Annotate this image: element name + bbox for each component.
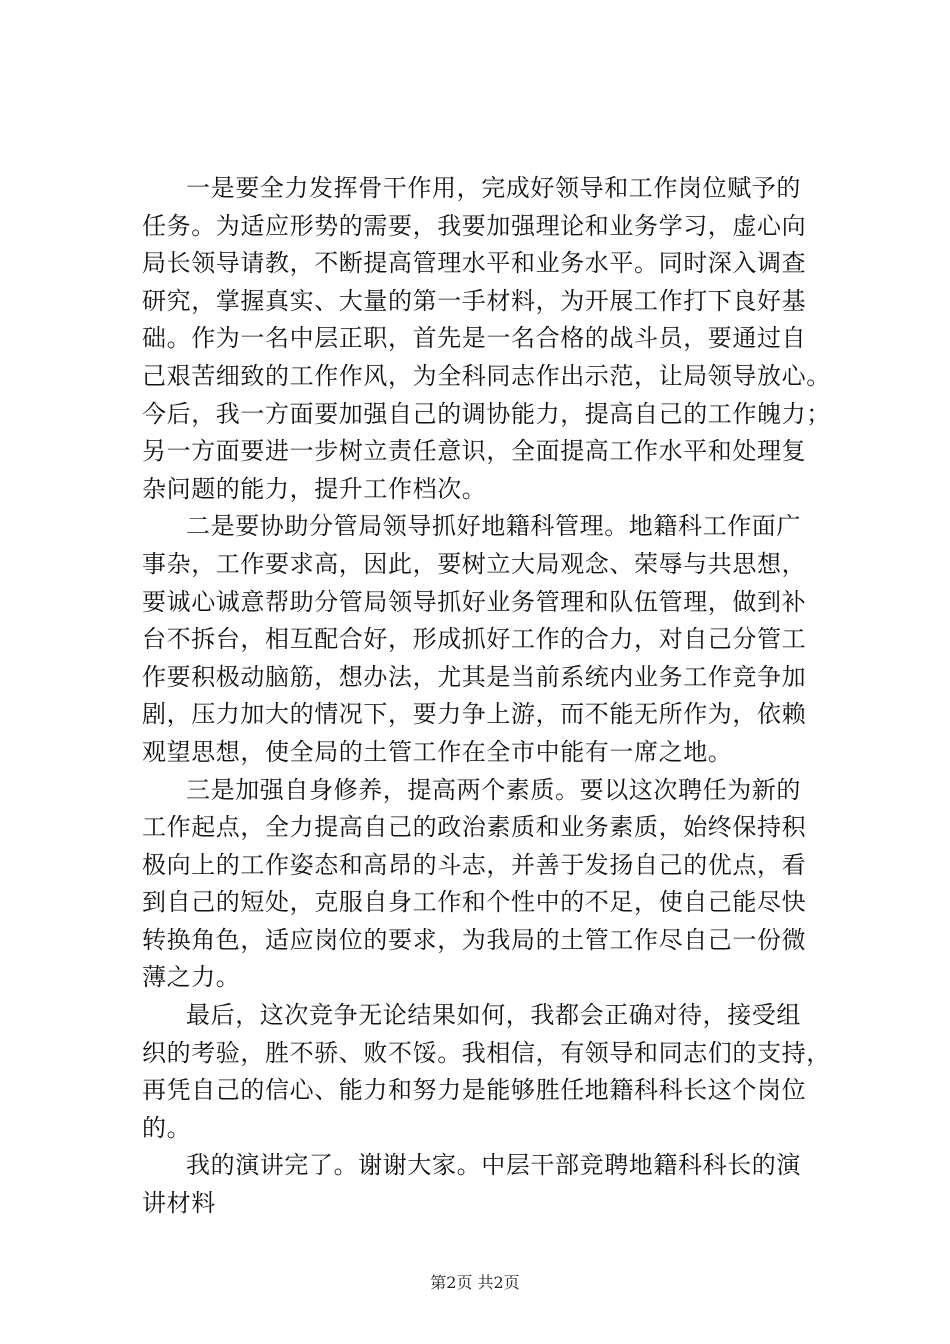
paragraph-3-line-2: 工作起点，全力提高自己的政治素质和业务素质，始终保持积 [142, 813, 807, 842]
paragraph-4-line-1: 最后，这次竞争无论结果如何，我都会正确对待，接受组 [186, 1001, 801, 1030]
paragraph-1-line-6: 己艰苦细致的工作作风，为全科同志作出示范，让局领导放心。 [142, 361, 831, 390]
paragraph-3-line-5: 转换角色，适应岗位的要求，为我局的土管工作尽自己一份微 [142, 925, 807, 954]
paragraph-1-line-4: 研究，掌握真实、大量的第一手材料，为开展工作打下良好基 [142, 286, 807, 315]
paragraph-2-line-1: 二是要协助分管局领导抓好地籍科管理。地籍科工作面广 [186, 512, 801, 541]
paragraph-2-line-3: 要诚心诚意帮助分管局领导抓好业务管理和队伍管理，做到补 [142, 587, 807, 616]
paragraph-4-line-3: 再凭自己的信心、能力和努力是能够胜任地籍科科长这个岗位 [142, 1076, 807, 1105]
paragraph-3-line-3: 极向上的工作姿态和高昂的斗志，并善于发扬自己的优点，看 [142, 850, 807, 879]
paragraph-2-line-4: 台不拆台，相互配合好，形成抓好工作的合力，对自己分管工 [142, 625, 807, 654]
page-number-footer: 第2页 共2页 [430, 1273, 520, 1292]
paragraph-5-line-2: 讲材料 [142, 1189, 216, 1218]
paragraph-3-line-4: 到自己的短处，克服自身工作和个性中的不足，使自己能尽快 [142, 888, 807, 917]
paragraph-2-line-6: 剧，压力加大的情况下，要力争上游，而不能无所作为，依赖 [142, 700, 807, 729]
document-body [142, 170, 831, 1223]
paragraph-1-line-9: 杂问题的能力，提升工作档次。 [142, 474, 487, 503]
paragraph-4-line-2: 织的考验，胜不骄、败不馁。我相信，有领导和同志们的支持， [142, 1038, 831, 1067]
paragraph-5-line-1: 我的演讲完了。谢谢大家。中层干部竞聘地籍科科长的演 [186, 1151, 801, 1180]
paragraph-1-line-7: 今后，我一方面要加强自己的调协能力，提高自己的工作魄力； [142, 399, 831, 428]
paragraph-2-line-5: 作要积极动脑筋，想办法，尤其是当前系统内业务工作竞争加 [142, 662, 807, 691]
paragraph-1-line-5: 础。作为一名中层正职，首先是一名合格的战斗员，要通过自 [142, 324, 807, 353]
paragraph-3-line-6: 薄之力。 [142, 963, 241, 992]
paragraph-3-line-1: 三是加强自身修养，提高两个素质。要以这次聘任为新的 [186, 775, 801, 804]
paragraph-2-line-2: 事杂，工作要求高，因此，要树立大局观念、荣辱与共思想， [142, 549, 807, 578]
paragraph-1-line-8: 另一方面要进一步树立责任意识，全面提高工作水平和处理复 [142, 437, 807, 466]
paragraph-4-line-4: 的。 [142, 1113, 192, 1142]
paragraph-1-line-1: 一是要全力发挥骨干作用，完成好领导和工作岗位赋予的 [186, 174, 801, 202]
paragraph-1-line-2: 任务。为适应形势的需要，我要加强理论和业务学习，虚心向 [142, 211, 807, 240]
paragraph-1-line-3: 局长领导请教，不断提高管理水平和业务水平。同时深入调查 [142, 249, 807, 278]
paragraph-2-line-7: 观望思想，使全局的土管工作在全市中能有一席之地。 [142, 737, 733, 766]
